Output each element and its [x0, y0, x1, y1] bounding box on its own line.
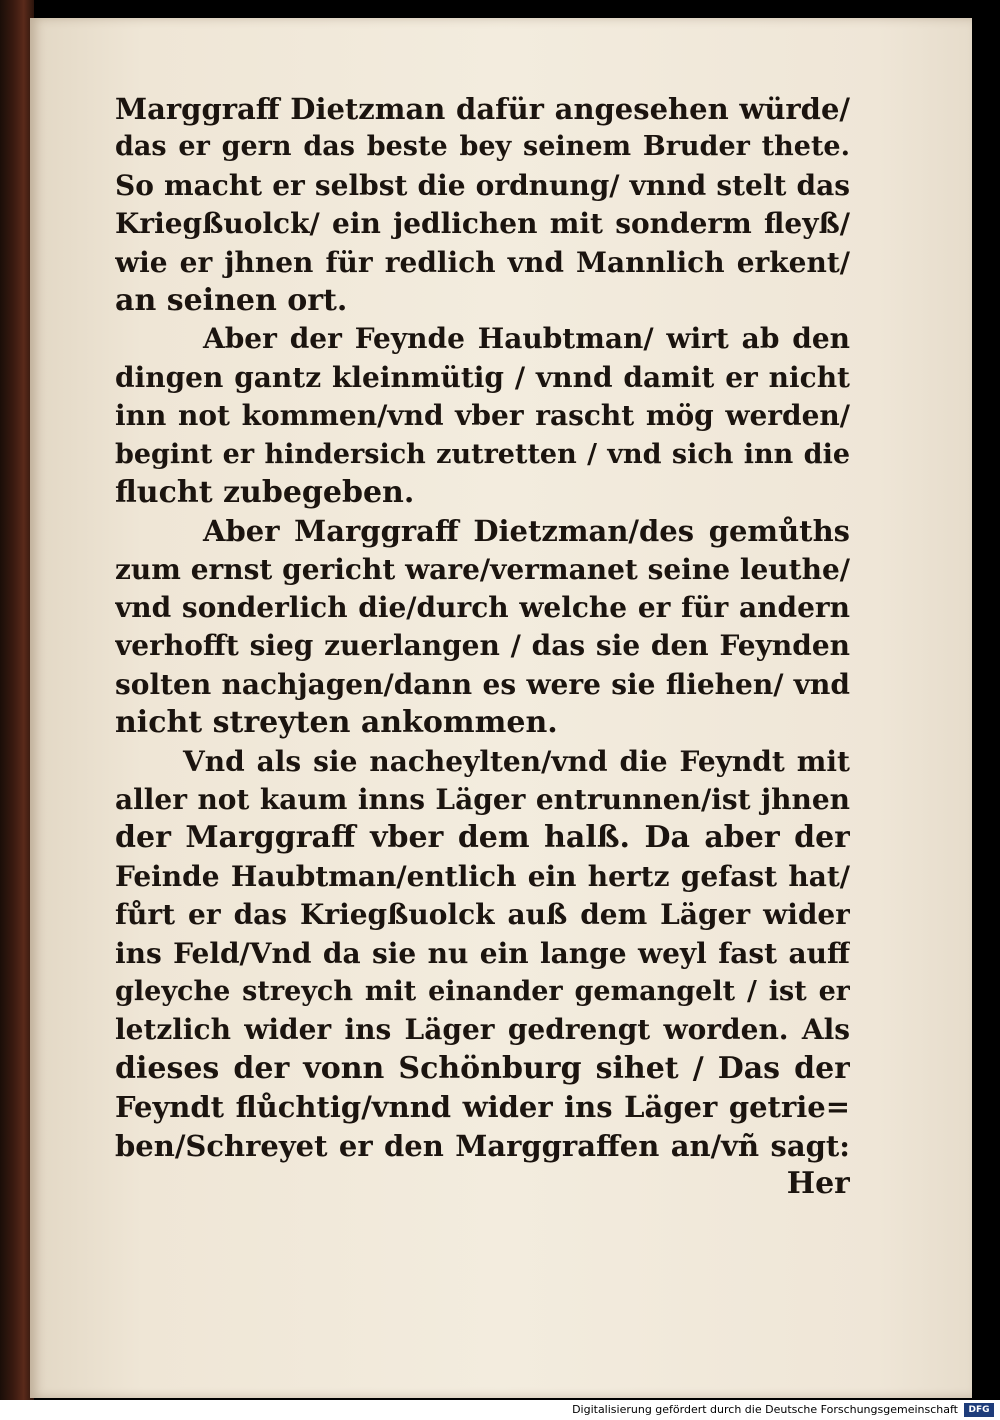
text-line: nicht streyten ankommen. [115, 705, 558, 741]
text-line: flucht zubegeben. [115, 474, 415, 510]
text-line: dingen gantz kleinmütig / vnnd damit er nicht [115, 360, 850, 394]
text-line: der Marggraff vber dem halß. Da aber der [115, 820, 850, 856]
text-line: Aber der Feynde Haubtman/ wirt ab den [203, 322, 850, 356]
book-binding-edge [0, 0, 34, 1400]
text-line: das er gern das beste bey seinem Bruder thete. [115, 131, 850, 163]
funding-note: Digitalisierung gefördert durch die Deutsche Forschungsgemeinschaft [572, 1403, 958, 1416]
text-line: inn not kommen/vnd vber rascht mög werden/ [115, 399, 850, 433]
text-line: an seinen ort. [115, 282, 348, 318]
text-line: solten nachjagen/dann es were sie fliehen/ vnd [115, 667, 850, 701]
text-line: Marggraff Dietzman dafür angesehen würde/ [115, 92, 850, 126]
text-line: Aber Marggraff Dietzman/des gemůths [203, 514, 850, 549]
text-line: Kriegßuolck/ ein jedlichen mit sonderm fleyß/ [115, 207, 850, 241]
book-page [30, 18, 972, 1398]
text-line: vnd sonderlich die/durch welche er für andern [115, 591, 850, 625]
text-line: fůrt er das Kriegßuolck auß dem Läger wider [115, 898, 850, 932]
text-line: Feinde Haubtman/entlich ein hertz gefast hat/ [115, 859, 850, 893]
text-line: ben/Schreyet er den Marggraffen an/vñ sagt: [115, 1128, 850, 1163]
footer-bar [0, 1400, 1000, 1420]
text-line: wie er jhnen für redlich vnd Mannlich erkent/ [115, 245, 850, 279]
text-line: begint er hindersich zutretten / vnd sich inn die [115, 438, 850, 470]
text-line: zum ernst gericht ware/vermanet seine leuthe/ [115, 552, 850, 586]
text-line: letzlich wider ins Läger gedrengt worden. Als [115, 1013, 850, 1047]
text-line: ins Feld/Vnd da sie nu ein lange weyl fast auff [115, 936, 850, 970]
dfg-logo-icon: DFG [964, 1403, 994, 1417]
catchword: Her [786, 1165, 850, 1201]
page-text [115, 90, 850, 1203]
text-line: dieses der vonn Schönburg sihet / Das der [115, 1050, 850, 1086]
text-line: aller not kaum inns Läger entrunnen/ist jhnen [115, 783, 850, 817]
text-line: gleyche streych mit einander gemangelt / ist er [115, 975, 850, 1007]
text-line: Vnd als sie nacheylten/vnd die Feyndt mit [183, 744, 850, 778]
text-line: verhofft sieg zuerlangen / das sie den Feynden [115, 629, 850, 663]
text-line: Feyndt flůchtig/vnnd wider ins Läger getrie= [115, 1090, 850, 1125]
text-line: So macht er selbst die ordnung/ vnnd stelt das [115, 168, 850, 202]
